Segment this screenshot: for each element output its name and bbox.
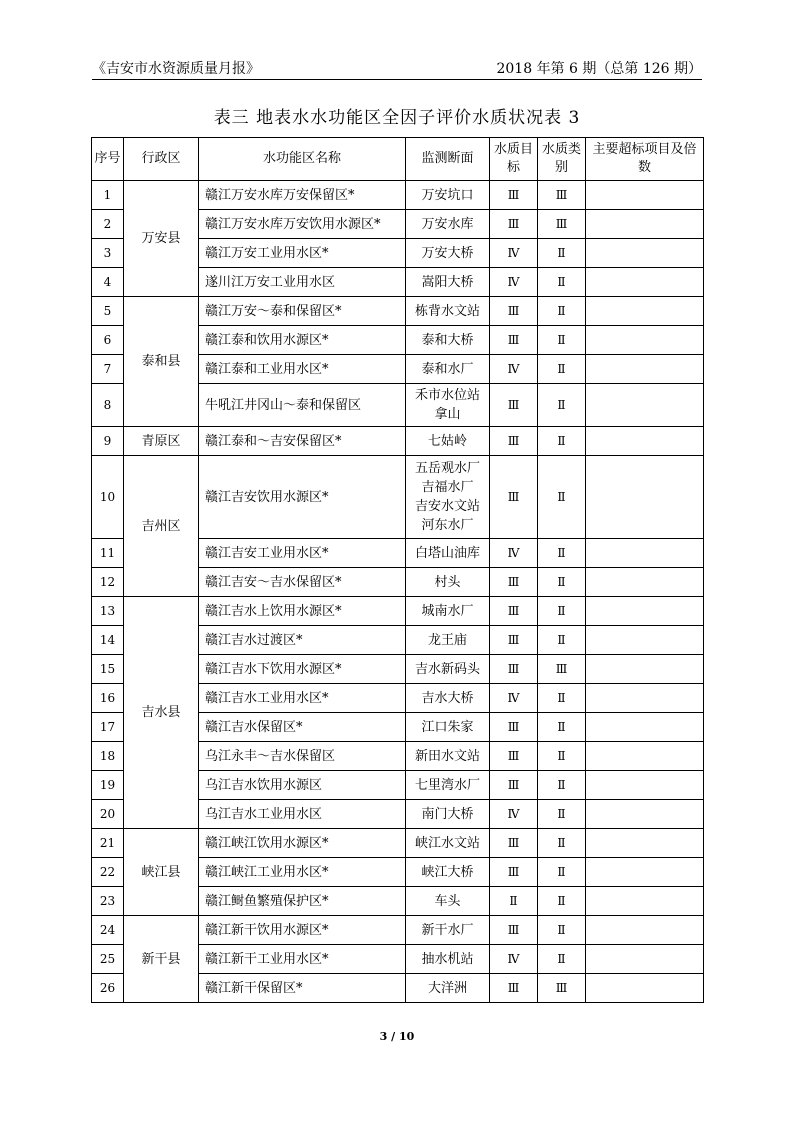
station-cell: 峡江大桥 (406, 858, 490, 887)
zone-name-cell: 赣江吉水过渡区* (199, 626, 406, 655)
target-class-cell: Ⅲ (490, 713, 538, 742)
zone-name-cell: 赣江泰和饮用水源区* (199, 326, 406, 355)
target-class-cell: Ⅲ (490, 384, 538, 427)
station-cell: 七姑岭 (406, 427, 490, 456)
station-cell: 万安坑口 (406, 181, 490, 210)
target-class-cell: Ⅳ (490, 268, 538, 297)
station-cell: 万安大桥 (406, 239, 490, 268)
target-class-cell: Ⅱ (490, 887, 538, 916)
zone-name-cell: 赣江新干饮用水源区* (199, 916, 406, 945)
row-number: 3 (92, 239, 124, 268)
actual-class-cell: Ⅱ (538, 626, 586, 655)
table-row (92, 916, 704, 945)
report-title-header: 《吉安市水资源质量月报》 (92, 61, 260, 77)
table-row (92, 427, 704, 456)
row-number: 4 (92, 268, 124, 297)
station-cell: 七里湾水厂 (406, 771, 490, 800)
actual-class-cell: Ⅱ (538, 297, 586, 326)
table-row (92, 297, 704, 326)
row-number: 23 (92, 887, 124, 916)
header-exceed: 主要超标项目及倍数 (586, 138, 704, 181)
zone-name-cell: 乌江吉水工业用水区 (199, 800, 406, 829)
target-class-cell: Ⅳ (490, 945, 538, 974)
row-number: 5 (92, 297, 124, 326)
table-title: 表三 地表水水功能区全因子评价水质状况表 3 (213, 108, 581, 128)
station-cell: 万安水库 (406, 210, 490, 239)
header-region: 行政区 (124, 138, 199, 181)
page-number: 3 / 10 (379, 1030, 415, 1043)
table-row (92, 597, 704, 626)
exceed-items-cell (586, 684, 704, 713)
row-number: 16 (92, 684, 124, 713)
actual-class-cell: Ⅱ (538, 916, 586, 945)
exceed-items-cell (586, 800, 704, 829)
exceed-items-cell (586, 427, 704, 456)
station-cell: 五岳观水厂 吉福水厂 吉安水文站 河东水厂 (406, 456, 490, 539)
actual-class-cell: Ⅱ (538, 945, 586, 974)
header-target: 水质目标 (490, 138, 538, 181)
target-class-cell: Ⅲ (490, 597, 538, 626)
table-header-row (92, 138, 704, 181)
target-class-cell: Ⅲ (490, 916, 538, 945)
row-number: 12 (92, 568, 124, 597)
row-number: 8 (92, 384, 124, 427)
region-cell: 新干县 (124, 916, 199, 1003)
target-class-cell: Ⅲ (490, 326, 538, 355)
row-number: 20 (92, 800, 124, 829)
target-class-cell: Ⅲ (490, 655, 538, 684)
zone-name-cell: 赣江泰和工业用水区* (199, 355, 406, 384)
row-number: 22 (92, 858, 124, 887)
zone-name-cell: 赣江吉安工业用水区* (199, 539, 406, 568)
zone-name-cell: 赣江新干工业用水区* (199, 945, 406, 974)
actual-class-cell: Ⅱ (538, 239, 586, 268)
zone-name-cell: 赣江吉水下饮用水源区* (199, 655, 406, 684)
region-cell: 吉水县 (124, 597, 199, 829)
station-cell: 村头 (406, 568, 490, 597)
target-class-cell: Ⅳ (490, 539, 538, 568)
station-cell: 大洋洲 (406, 974, 490, 1003)
station-cell: 嵩阳大桥 (406, 268, 490, 297)
actual-class-cell: Ⅲ (538, 655, 586, 684)
exceed-items-cell (586, 858, 704, 887)
actual-class-cell: Ⅱ (538, 427, 586, 456)
exceed-items-cell (586, 568, 704, 597)
exceed-items-cell (586, 384, 704, 427)
zone-name-cell: 赣江泰和～吉安保留区* (199, 427, 406, 456)
row-number: 6 (92, 326, 124, 355)
actual-class-cell: Ⅲ (538, 210, 586, 239)
row-number: 17 (92, 713, 124, 742)
exceed-items-cell (586, 456, 704, 539)
exceed-items-cell (586, 887, 704, 916)
target-class-cell: Ⅳ (490, 355, 538, 384)
exceed-items-cell (586, 239, 704, 268)
station-cell: 南门大桥 (406, 800, 490, 829)
station-cell: 栋背水文站 (406, 297, 490, 326)
exceed-items-cell (586, 268, 704, 297)
target-class-cell: Ⅲ (490, 181, 538, 210)
table-row (92, 181, 704, 210)
table-row (92, 829, 704, 858)
actual-class-cell: Ⅱ (538, 858, 586, 887)
target-class-cell: Ⅲ (490, 297, 538, 326)
target-class-cell: Ⅲ (490, 742, 538, 771)
zone-name-cell: 赣江万安水库万安保留区* (199, 181, 406, 210)
region-cell: 峡江县 (124, 829, 199, 916)
zone-name-cell: 乌江吉水饮用水源区 (199, 771, 406, 800)
exceed-items-cell (586, 742, 704, 771)
row-number: 11 (92, 539, 124, 568)
table-body (92, 181, 704, 1003)
exceed-items-cell (586, 326, 704, 355)
exceed-items-cell (586, 771, 704, 800)
target-class-cell: Ⅲ (490, 829, 538, 858)
zone-name-cell: 赣江吉水保留区* (199, 713, 406, 742)
zone-name-cell: 赣江新干保留区* (199, 974, 406, 1003)
exceed-items-cell (586, 713, 704, 742)
target-class-cell: Ⅲ (490, 210, 538, 239)
zone-name-cell: 赣江吉水上饮用水源区* (199, 597, 406, 626)
actual-class-cell: Ⅱ (538, 800, 586, 829)
exceed-items-cell (586, 297, 704, 326)
zone-name-cell: 赣江峡江工业用水区* (199, 858, 406, 887)
header-seq: 序号 (92, 138, 124, 181)
exceed-items-cell (586, 355, 704, 384)
zone-name-cell: 赣江万安水库万安饮用水源区* (199, 210, 406, 239)
row-number: 21 (92, 829, 124, 858)
row-number: 13 (92, 597, 124, 626)
row-number: 1 (92, 181, 124, 210)
target-class-cell: Ⅲ (490, 974, 538, 1003)
actual-class-cell: Ⅱ (538, 539, 586, 568)
region-cell: 万安县 (124, 181, 199, 297)
row-number: 19 (92, 771, 124, 800)
header-station: 监测断面 (406, 138, 490, 181)
target-class-cell: Ⅳ (490, 239, 538, 268)
station-cell: 泰和水厂 (406, 355, 490, 384)
actual-class-cell: Ⅱ (538, 684, 586, 713)
exceed-items-cell (586, 210, 704, 239)
row-number: 26 (92, 974, 124, 1003)
exceed-items-cell (586, 916, 704, 945)
water-quality-table (91, 137, 704, 1003)
station-cell: 新干水厂 (406, 916, 490, 945)
target-class-cell: Ⅳ (490, 800, 538, 829)
station-cell: 城南水厂 (406, 597, 490, 626)
actual-class-cell: Ⅱ (538, 829, 586, 858)
station-cell: 吉水新码头 (406, 655, 490, 684)
zone-name-cell: 赣江吉安饮用水源区* (199, 456, 406, 539)
actual-class-cell: Ⅱ (538, 568, 586, 597)
station-cell: 新田水文站 (406, 742, 490, 771)
row-number: 24 (92, 916, 124, 945)
target-class-cell: Ⅲ (490, 626, 538, 655)
actual-class-cell: Ⅱ (538, 597, 586, 626)
header-zone-name: 水功能区名称 (199, 138, 406, 181)
exceed-items-cell (586, 945, 704, 974)
region-cell: 泰和县 (124, 297, 199, 427)
target-class-cell: Ⅲ (490, 456, 538, 539)
actual-class-cell: Ⅲ (538, 181, 586, 210)
target-class-cell: Ⅲ (490, 858, 538, 887)
exceed-items-cell (586, 655, 704, 684)
station-cell: 峡江水文站 (406, 829, 490, 858)
station-cell: 白塔山油库 (406, 539, 490, 568)
exceed-items-cell (586, 181, 704, 210)
issue-number-header: 2018 年第 6 期（总第 126 期） (496, 61, 702, 77)
actual-class-cell: Ⅱ (538, 355, 586, 384)
header-divider (92, 79, 702, 80)
row-number: 10 (92, 456, 124, 539)
actual-class-cell: Ⅱ (538, 326, 586, 355)
zone-name-cell: 牛吼江井冈山～泰和保留区 (199, 384, 406, 427)
zone-name-cell: 赣江万安～泰和保留区* (199, 297, 406, 326)
row-number: 14 (92, 626, 124, 655)
zone-name-cell: 赣江鲥鱼繁殖保护区* (199, 887, 406, 916)
target-class-cell: Ⅳ (490, 684, 538, 713)
station-cell: 禾市水位站 拿山 (406, 384, 490, 427)
zone-name-cell: 遂川江万安工业用水区 (199, 268, 406, 297)
station-cell: 江口朱家 (406, 713, 490, 742)
row-number: 9 (92, 427, 124, 456)
row-number: 2 (92, 210, 124, 239)
target-class-cell: Ⅲ (490, 427, 538, 456)
zone-name-cell: 赣江万安工业用水区* (199, 239, 406, 268)
station-cell: 吉水大桥 (406, 684, 490, 713)
row-number: 25 (92, 945, 124, 974)
region-cell: 吉州区 (124, 456, 199, 597)
zone-name-cell: 赣江吉安～吉水保留区* (199, 568, 406, 597)
region-cell: 青原区 (124, 427, 199, 456)
exceed-items-cell (586, 597, 704, 626)
actual-class-cell: Ⅲ (538, 974, 586, 1003)
zone-name-cell: 赣江吉水工业用水区* (199, 684, 406, 713)
table-row (92, 456, 704, 539)
exceed-items-cell (586, 974, 704, 1003)
exceed-items-cell (586, 539, 704, 568)
exceed-items-cell (586, 626, 704, 655)
actual-class-cell: Ⅱ (538, 384, 586, 427)
zone-name-cell: 赣江峡江饮用水源区* (199, 829, 406, 858)
actual-class-cell: Ⅱ (538, 713, 586, 742)
target-class-cell: Ⅲ (490, 568, 538, 597)
target-class-cell: Ⅲ (490, 771, 538, 800)
header-class: 水质类别 (538, 138, 586, 181)
actual-class-cell: Ⅱ (538, 456, 586, 539)
actual-class-cell: Ⅱ (538, 887, 586, 916)
station-cell: 车头 (406, 887, 490, 916)
exceed-items-cell (586, 829, 704, 858)
row-number: 18 (92, 742, 124, 771)
station-cell: 泰和大桥 (406, 326, 490, 355)
actual-class-cell: Ⅱ (538, 771, 586, 800)
actual-class-cell: Ⅱ (538, 742, 586, 771)
zone-name-cell: 乌江永丰～吉水保留区 (199, 742, 406, 771)
row-number: 7 (92, 355, 124, 384)
actual-class-cell: Ⅱ (538, 268, 586, 297)
station-cell: 抽水机站 (406, 945, 490, 974)
station-cell: 龙王庙 (406, 626, 490, 655)
row-number: 15 (92, 655, 124, 684)
